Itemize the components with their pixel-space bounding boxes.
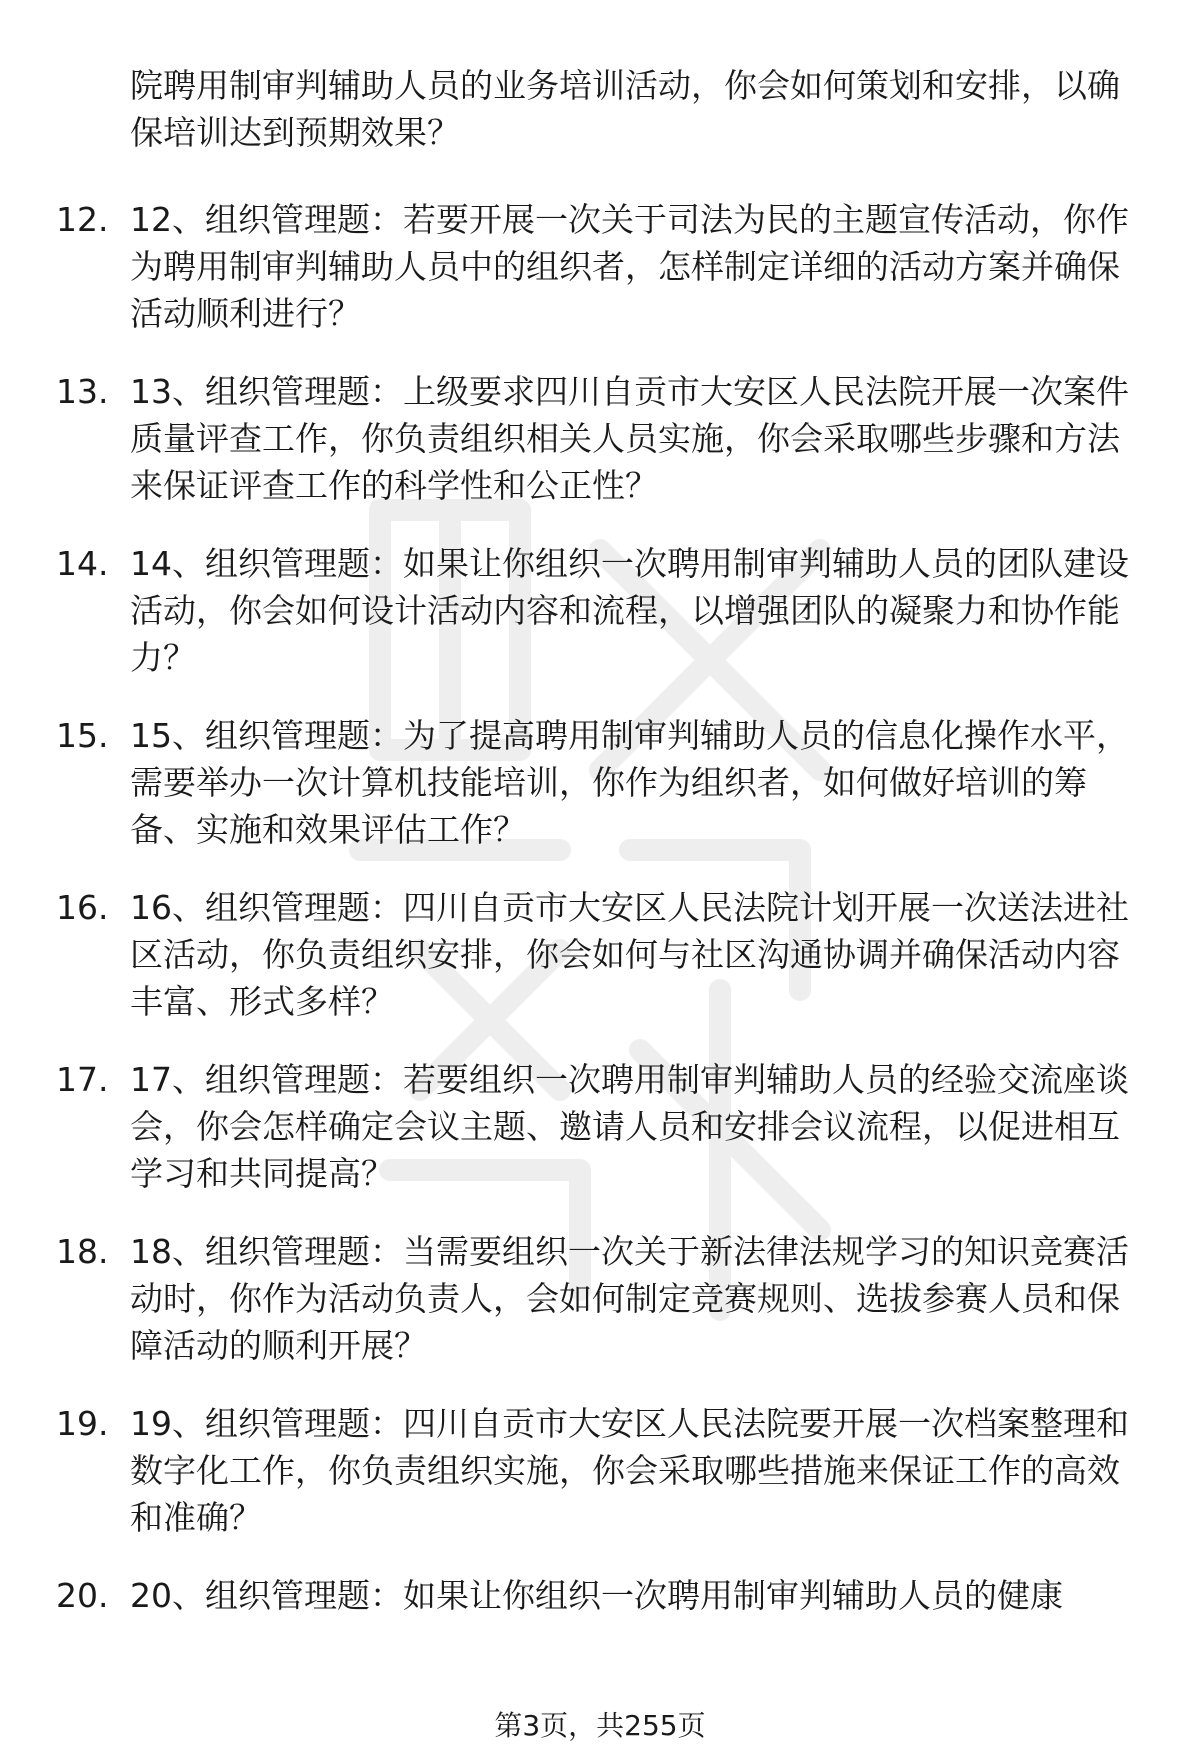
question-text: 18、组织管理题：当需要组织一次关于新法律法规学习的知识竞赛活动时，你作为活动负责人，会如何制定竞赛规则、选拔参赛人员和保障活动的顺利开展？: [130, 1232, 1129, 1365]
question-text: 20、组织管理题：如果让你组织一次聘用制审判辅助人员的健康: [130, 1576, 1063, 1615]
question-text: 17、组织管理题：若要组织一次聘用制审判辅助人员的经验交流座谈会，你会怎样确定会议主题、邀请人员和安排会议流程，以促进相互学习和共同提高？: [130, 1060, 1129, 1193]
question-number: 12.: [56, 200, 109, 239]
list-item: [0, 1228, 1200, 1400]
question-number: 17.: [56, 1060, 109, 1099]
list-item: [0, 884, 1200, 1056]
page-footer: 第3页，共255页: [494, 1709, 706, 1742]
question-number: 14.: [56, 544, 109, 583]
list-item: [0, 368, 1200, 540]
question-number: 19.: [56, 1404, 109, 1443]
question-text: 14、组织管理题：如果让你组织一次聘用制审判辅助人员的团队建设活动，你会如何设计活动内容和流程，以增强团队的凝聚力和协作能力？: [130, 544, 1129, 677]
question-text: 19、组织管理题：四川自贡市大安区人民法院要开展一次档案整理和数字化工作，你负责组织实施，你会采取哪些措施来保证工作的高效和准确？: [130, 1404, 1129, 1537]
question-list: [0, 196, 1200, 1744]
question-number: 18.: [56, 1232, 109, 1271]
question-text: 13、组织管理题：上级要求四川自贡市大安区人民法院开展一次案件质量评查工作，你负责组织相关人员实施，你会采取哪些步骤和方法来保证评查工作的科学性和公正性？: [130, 372, 1129, 505]
question-number: 20.: [56, 1576, 109, 1615]
list-item: [0, 540, 1200, 712]
question-text: 12、组织管理题：若要开展一次关于司法为民的主题宣传活动，你作为聘用制审判辅助人员中的组织者，怎样制定详细的活动方案并确保活动顺利进行？: [130, 200, 1129, 333]
question-number: 15.: [56, 716, 109, 755]
list-item: [0, 196, 1200, 368]
list-item: [0, 1056, 1200, 1228]
question-text: 15、组织管理题：为了提高聘用制审判辅助人员的信息化操作水平，需要举办一次计算机技能培训，你作为组织者，如何做好培训的筹备、实施和效果评估工作？: [130, 716, 1129, 849]
continuation-paragraph: 院聘用制审判辅助人员的业务培训活动，你会如何策划和安排，以确保培训达到预期效果？: [130, 66, 1120, 152]
question-number: 16.: [56, 888, 109, 927]
question-number: 13.: [56, 372, 109, 411]
list-item: [0, 1400, 1200, 1572]
list-item: [0, 712, 1200, 884]
question-text: 16、组织管理题：四川自贡市大安区人民法院计划开展一次送法进社区活动，你负责组织安排，你会如何与社区沟通协调并确保活动内容丰富、形式多样？: [130, 888, 1129, 1021]
